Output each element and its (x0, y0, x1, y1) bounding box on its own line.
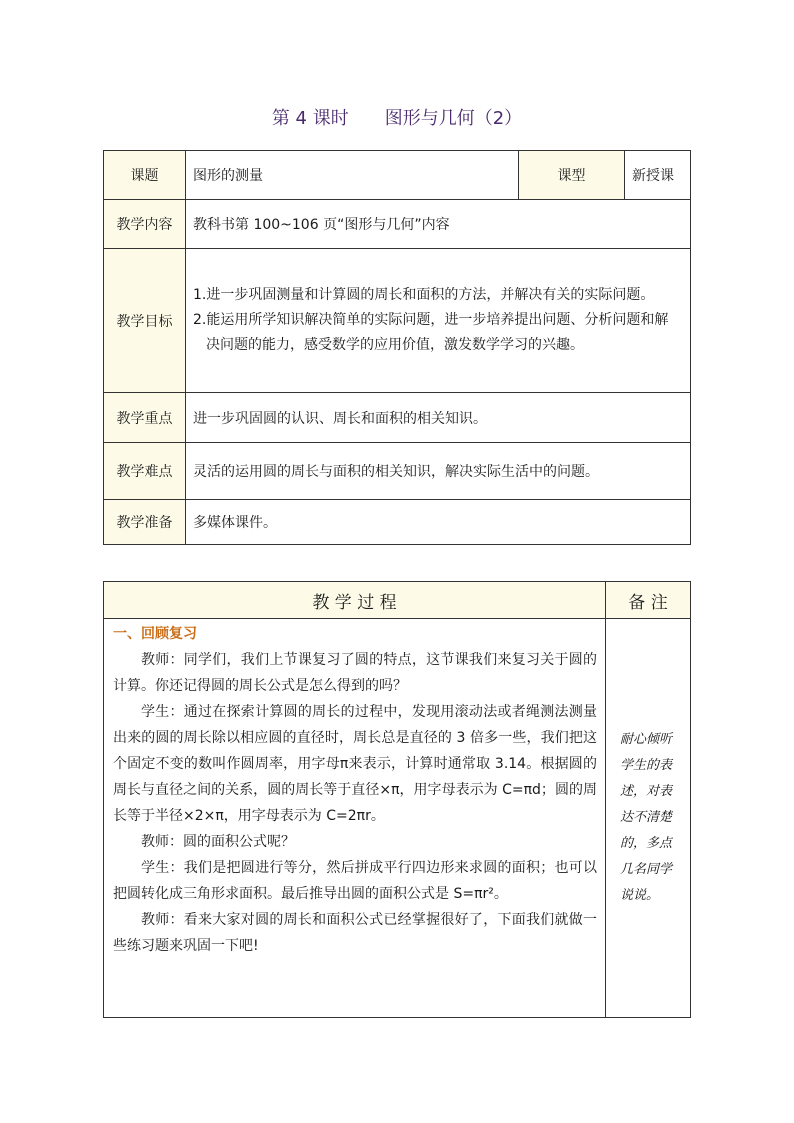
difficulty-label: 教学难点 (104, 443, 186, 500)
goals-row (104, 249, 691, 393)
content-label: 教学内容 (104, 200, 186, 249)
topic-value: 图形的测量 (186, 151, 519, 200)
type-label: 课型 (519, 151, 625, 200)
key-value: 进一步巩固圆的认识、周长和面积的相关知识。 (186, 393, 691, 443)
goals-value (186, 249, 691, 393)
lesson-info-table (103, 150, 691, 545)
topic-label: 课题 (104, 151, 186, 200)
content-value: 教科书第 100~106 页“图形与几何”内容 (186, 200, 691, 249)
paragraph: 教师：同学们，我们上节课复习了圆的特点，这节课我们来复习关于圆的计算。你还记得圆的周长公式是怎么得到的吗？ (113, 652, 597, 694)
prep-label: 教学准备 (104, 500, 186, 545)
paragraph: 学生：我们是把圆进行等分，然后拼成平行四边形来求圆的面积；也可以把圆转化成三角形求面积。最后推导出圆的面积公式是 S=πr²。 (113, 860, 597, 902)
process-header: 教 学 过 程 (104, 582, 606, 619)
goals-label: 教学目标 (104, 249, 186, 393)
teacher-note: 耐心倾听学生的表述，对表达不清楚的，多点几名同学说说。 (606, 619, 691, 1018)
process-header-row (104, 582, 691, 619)
goal-item: 1.进一步巩固测量和计算圆的周长和面积的方法，并解决有关的实际问题。 (193, 287, 655, 303)
paragraph: 教师：圆的面积公式呢？ (141, 834, 295, 850)
process-body-row (104, 619, 691, 1018)
paragraph: 学生：通过在探索计算圆的周长的过程中，发现用滚动法或者绳测法测量出来的圆的周长除以相应圆的直径时，周长总是直径的 3 倍多一些，我们把这个固定不变的数叫作圆周率，用字母π来表示，计算时通常取 3.14。根据圆的周长与直径之间的关系，圆的周长等于直径×π，用字母表示为 C=πd；圆的周长等于半径×2×π，用字母表示为 C=2πr。 (113, 704, 597, 824)
prep-value: 多媒体课件。 (186, 500, 691, 545)
content-row (104, 200, 691, 249)
page-title: 第 4 课时 图形与几何（2） (271, 108, 523, 129)
paragraph: 教师：看来大家对圆的周长和面积公式已经掌握很好了，下面我们就做一些练习题来巩固一下吧! (113, 912, 597, 954)
process-content (104, 619, 606, 1018)
difficulty-value: 灵活的运用圆的周长与面积的相关知识，解决实际生活中的问题。 (186, 443, 691, 500)
topic-row (104, 151, 691, 200)
teaching-process-table (103, 581, 691, 1018)
key-label: 教学重点 (104, 393, 186, 443)
goal-item: 2.能运用所学知识解决简单的实际问题，进一步培养提出问题、分析问题和解决问题的能力，感受数学的应用价值，激发数学学习的兴趣。 (193, 312, 669, 353)
type-value: 新授课 (625, 151, 691, 200)
difficulty-row (104, 443, 691, 500)
key-row (104, 393, 691, 443)
section-title: 一、回顾复习 (113, 626, 197, 642)
notes-header: 备 注 (606, 582, 691, 619)
prep-row (104, 500, 691, 545)
